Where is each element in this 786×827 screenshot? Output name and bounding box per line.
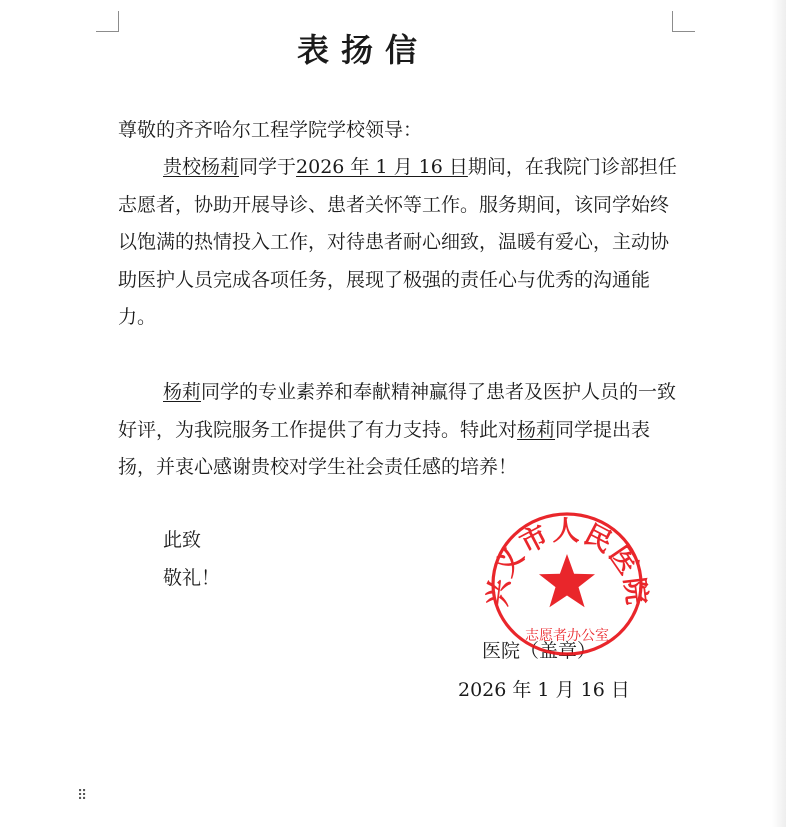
paragraph-2 bbox=[118, 374, 678, 487]
closing-line-1: 此致 bbox=[163, 529, 202, 551]
seal-arc-text: 兴义市人民医院 bbox=[481, 516, 653, 609]
page-edge-shadow bbox=[772, 0, 786, 827]
seal-bottom-text: 志愿者办公室 bbox=[525, 628, 609, 644]
paragraph-2-text-a: 同学的专业素养和奉献精神赢得了患者及医护人员的一致好评，为我院服务工作提供了有力支持。特此对 bbox=[118, 381, 677, 441]
salutation: 尊敬的齐齐哈尔工程学院学校领导： bbox=[118, 119, 423, 141]
signature-date: 2026 年 1 月 16 日 bbox=[458, 679, 630, 701]
drag-handle-icon[interactable]: ⠿ bbox=[77, 788, 88, 804]
official-seal bbox=[481, 510, 653, 658]
paragraph-2-text-b: 同学提出表扬，并衷心感谢贵校对学生社会责任感的培养！ bbox=[118, 418, 651, 478]
paragraph-1-text-a: 同学于 bbox=[239, 156, 297, 178]
paragraph-1 bbox=[118, 149, 678, 337]
student-name: 杨莉 bbox=[517, 418, 556, 441]
closing-line-2: 敬礼！ bbox=[163, 567, 221, 589]
seal-star-icon bbox=[539, 554, 595, 607]
student-name: 杨莉 bbox=[163, 381, 202, 403]
service-date: 2026 年 1 月 16 日 bbox=[296, 156, 468, 178]
paragraph-1-text-b: 期间，在我院门诊部担任志愿者，协助开展导诊、患者关怀等工作。服务期间，该同学始终以饱满的热情投入工作，对待患者耐心细致，温暖有爱心，主动协助医护人员完成各项任务，展现了极强的责任心与优秀的沟通能力。 bbox=[118, 156, 677, 328]
letter-title: 表扬信 bbox=[296, 31, 429, 69]
signature-organization: 医院（盖章） bbox=[482, 640, 597, 662]
school-student-ref: 贵校杨莉 bbox=[163, 156, 240, 178]
